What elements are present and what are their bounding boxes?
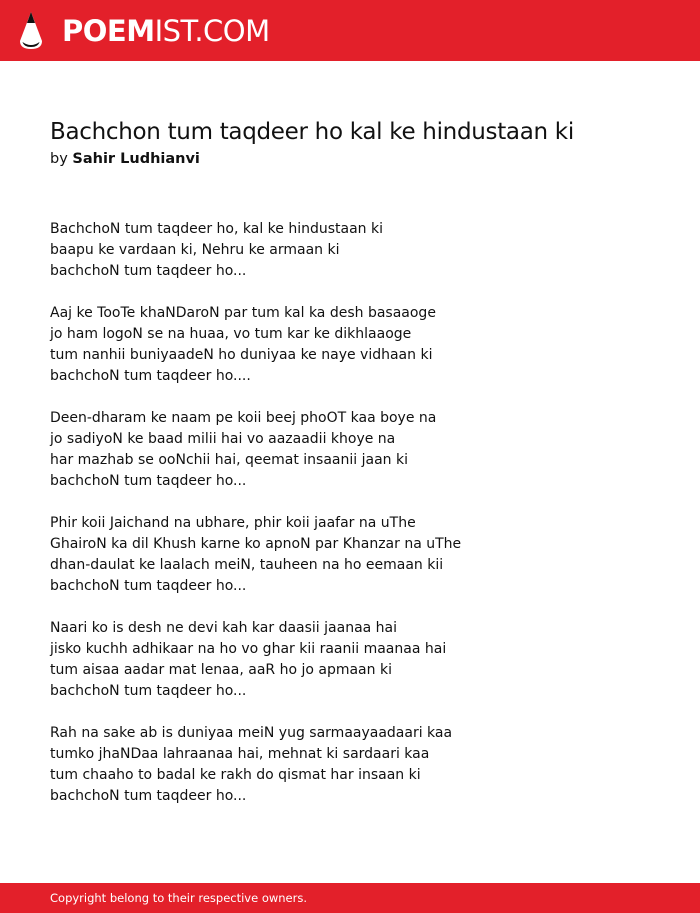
poem-line: bachchoN tum taqdeer ho... <box>50 473 247 489</box>
poem-line: baapu ke vardaan ki, Nehru ke armaan ki <box>50 242 340 258</box>
poem-title: Bachchon tum taqdeer ho kal ke hindustaan ki <box>50 119 574 145</box>
poem-line: Deen-dharam ke naam pe koii beej phoOT kaa boye na <box>50 410 437 426</box>
poem-line: jisko kuchh adhikaar na ho vo ghar kii raanii maanaa hai <box>50 641 447 657</box>
poem-line: GhairoN ka dil Khush karne ko apnoN par Khanzar na uThe <box>50 536 462 552</box>
logo-text-light: IST.COM <box>154 14 270 48</box>
author-name: Sahir Ludhianvi <box>72 151 200 167</box>
poem-line: bachchoN tum taqdeer ho... <box>50 788 247 804</box>
poem-stanza <box>50 723 670 807</box>
poem-body <box>50 219 670 828</box>
poem-line: tum aisaa aadar mat lenaa, aaR ho jo apmaan ki <box>50 662 392 678</box>
poem-stanza <box>50 219 670 282</box>
poem-line: jo sadiyoN ke baad milii hai vo aazaadii khoye na <box>50 431 396 447</box>
logo-text-bold: POEM <box>62 14 155 48</box>
poem-line: Aaj ke TooTe khaNDaroN par tum kal ka desh basaaoge <box>50 305 436 321</box>
copyright-notice: Copyright belong to their respective owners. <box>50 891 308 905</box>
pencil-tip-icon <box>18 11 44 51</box>
site-logo[interactable] <box>62 13 270 49</box>
poem-stanza <box>50 618 670 702</box>
poem-line: bachchoN tum taqdeer ho... <box>50 578 247 594</box>
poem-stanza <box>50 408 670 492</box>
site-header <box>0 0 700 61</box>
poem-line: Rah na sake ab is duniyaa meiN yug sarmaayaadaari kaa <box>50 725 453 741</box>
poem-line: jo ham logoN se na huaa, vo tum kar ke dikhlaaoge <box>50 326 412 342</box>
by-label: by <box>50 151 68 167</box>
poem-line: har mazhab se ooNchii hai, qeemat insaanii jaan ki <box>50 452 408 468</box>
poem-stanza <box>50 513 670 597</box>
poem-line: bachchoN tum taqdeer ho... <box>50 683 247 699</box>
poem-line: Naari ko is desh ne devi kah kar daasii jaanaa hai <box>50 620 398 636</box>
byline <box>50 149 200 169</box>
poem-line: tumko jhaNDaa lahraanaa hai, mehnat ki sardaari kaa <box>50 746 430 762</box>
poem-stanza <box>50 303 670 387</box>
poem-line: Phir koii Jaichand na ubhare, phir koii jaafar na uThe <box>50 515 416 531</box>
poem-line: BachchoN tum taqdeer ho, kal ke hindustaan ki <box>50 221 383 237</box>
poem-line: bachchoN tum taqdeer ho... <box>50 263 247 279</box>
poem-line: tum chaaho to badal ke rakh do qismat har insaan ki <box>50 767 421 783</box>
poem-line: bachchoN tum taqdeer ho.... <box>50 368 251 384</box>
poem-line: tum nanhii buniyaadeN ho duniyaa ke naye vidhaan ki <box>50 347 433 363</box>
site-footer <box>0 883 700 913</box>
poem-line: dhan-daulat ke laalach meiN, tauheen na ho eemaan kii <box>50 557 444 573</box>
